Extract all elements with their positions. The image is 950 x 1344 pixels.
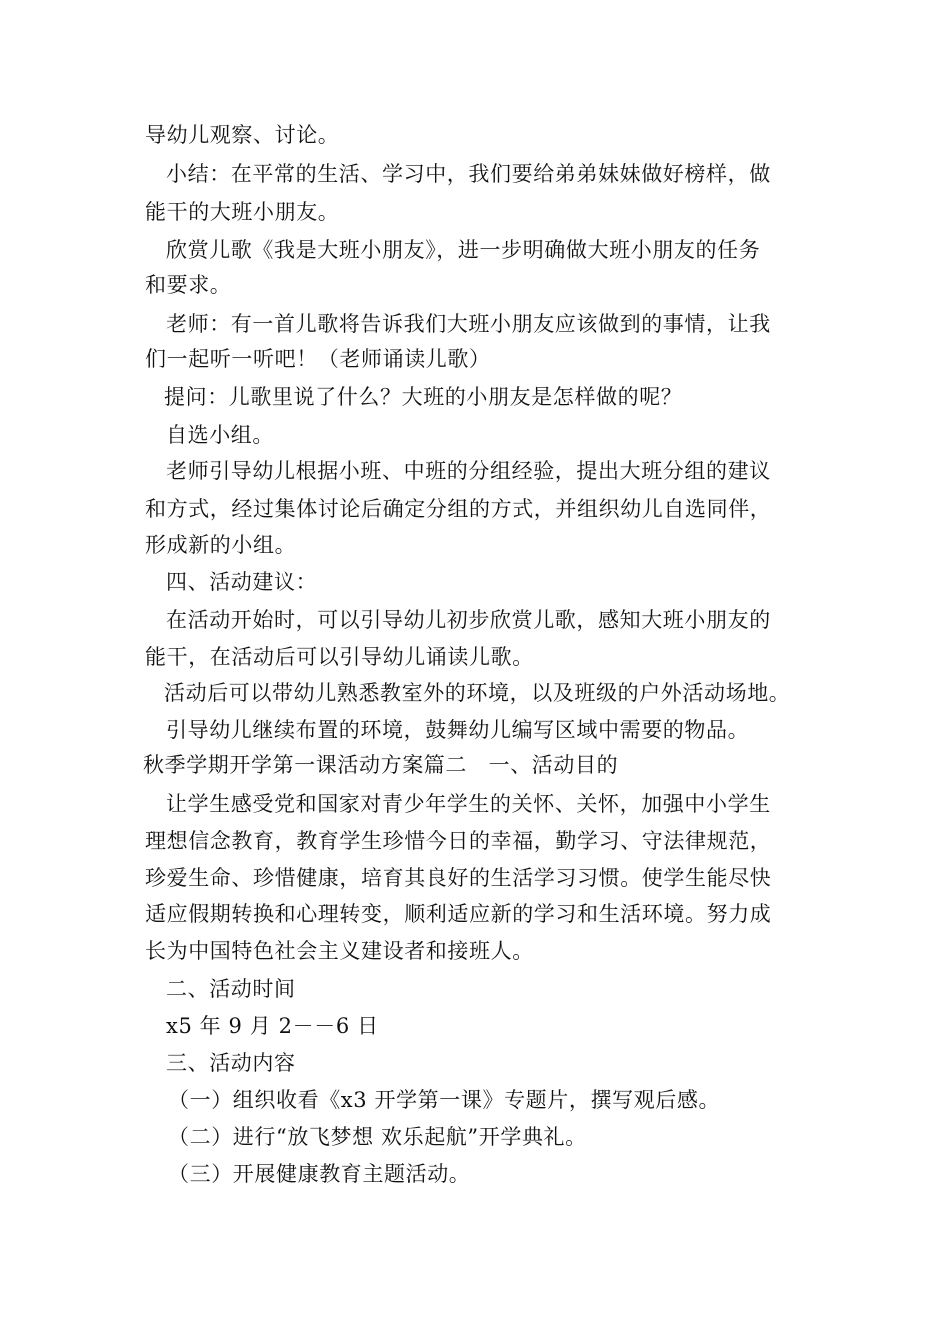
text-line: 能干，在活动后可以引导幼儿诵读儿歌。 xyxy=(145,645,534,669)
text-line: 适应假期转换和心理转变，顺利适应新的学习和生活环境。努力成 xyxy=(145,902,772,926)
section-heading: 三、活动内容 xyxy=(166,1051,296,1075)
section-heading: 四、活动建议： xyxy=(166,570,318,594)
text-line: 让学生感受党和国家对青少年学生的关怀、关怀，加强中小学生 xyxy=(166,792,771,816)
text-line: x5 年 9 月 2－－6 日 xyxy=(166,1014,379,1038)
text-line: 和方式，经过集体讨论后确定分组的方式，并组织幼儿自选同伴， xyxy=(145,497,772,521)
section-heading: 二、活动时间 xyxy=(166,977,296,1001)
text-line: 导幼儿观察、讨论。 xyxy=(145,123,340,147)
text-line: 老师引导幼儿根据小班、中班的分组经验，提出大班分组的建议 xyxy=(166,459,771,483)
text-line: 活动后可以带幼儿熟悉教室外的环境，以及班级的户外活动场地。 xyxy=(164,681,791,705)
text-line: 们一起听一听吧！（老师诵读儿歌） xyxy=(145,347,491,371)
text-line: （三）开展健康教育主题活动。 xyxy=(168,1162,471,1186)
text-line: 理想信念教育，教育学生珍惜今日的幸福，勤学习、守法律规范， xyxy=(145,829,772,853)
section-heading: 秋季学期开学第一课活动方案篇二 一、活动目的 xyxy=(143,753,619,777)
text-line: 和要求。 xyxy=(145,273,232,297)
text-line: 形成新的小组。 xyxy=(145,533,297,557)
text-line: 小结：在平常的生活、学习中，我们要给弟弟妹妹做好榜样，做 xyxy=(166,162,771,186)
text-line: 长为中国特色社会主义建设者和接班人。 xyxy=(145,939,534,963)
text-line: 珍爱生命、珍惜健康，培育其良好的生活学习习惯。使学生能尽快 xyxy=(145,866,772,890)
text-line: （二）进行“放飞梦想 欢乐起航”开学典礼。 xyxy=(168,1125,587,1149)
text-line: 引导幼儿继续布置的环境，鼓舞幼儿编写区域中需要的物品。 xyxy=(166,718,750,742)
text-line: 在活动开始时，可以引导幼儿初步欣赏儿歌，感知大班小朋友的 xyxy=(166,608,771,632)
text-line: 能干的大班小朋友。 xyxy=(145,200,340,224)
text-line: 欣赏儿歌《我是大班小朋友》，进一步明确做大班小朋友的任务 xyxy=(166,238,761,262)
text-line: 老师：有一首儿歌将告诉我们大班小朋友应该做到的事情，让我 xyxy=(166,312,771,336)
text-line: 自选小组。 xyxy=(166,423,274,447)
text-line: 提问：儿歌里说了什么？大班的小朋友是怎样做的呢？ xyxy=(164,385,683,409)
text-line: （一）组织收看《x3 开学第一课》专题片，撰写观后感。 xyxy=(168,1088,721,1112)
